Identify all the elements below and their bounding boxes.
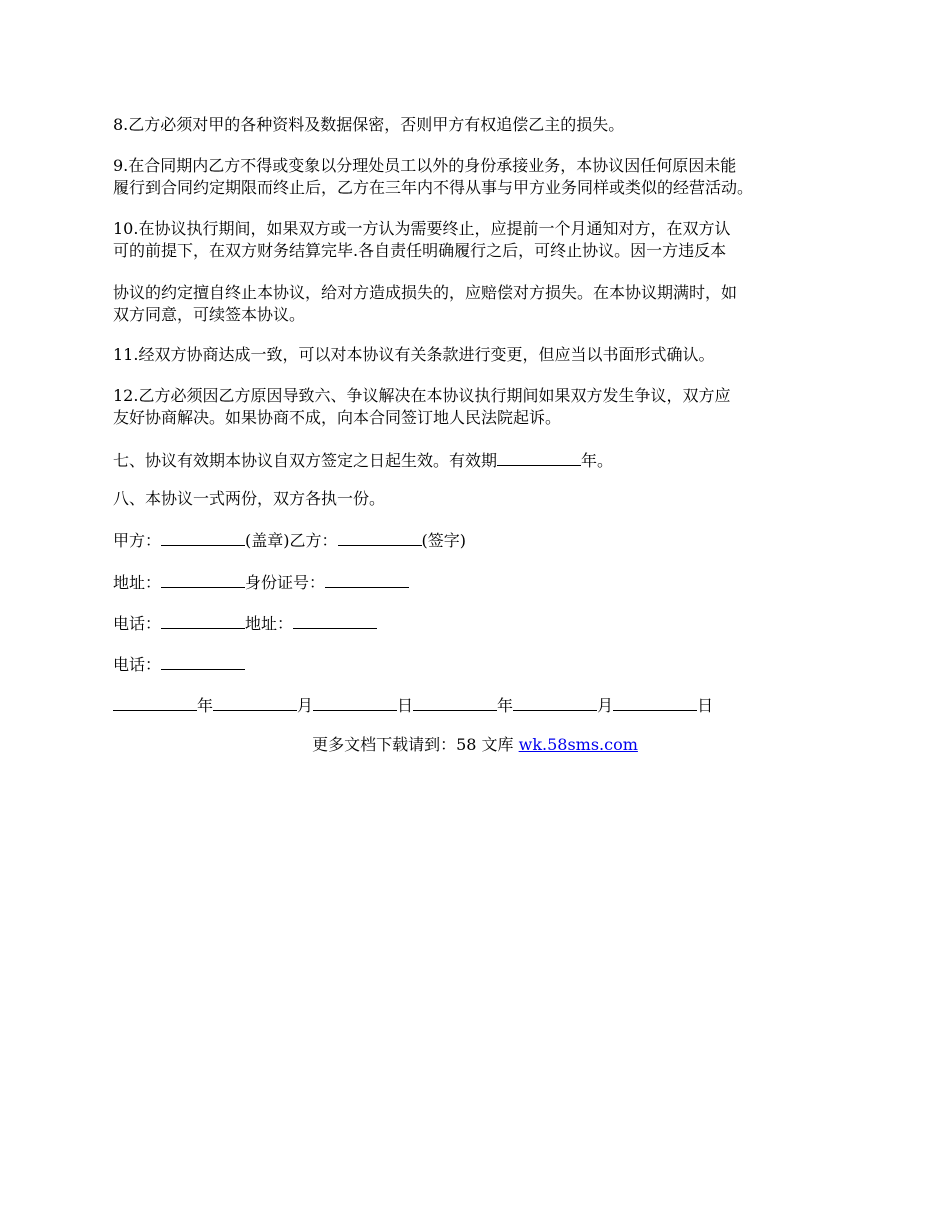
date-row (113, 693, 853, 717)
month-blank-a[interactable] (213, 693, 297, 711)
signature-row-phone (113, 611, 853, 635)
address2-blank[interactable] (293, 611, 377, 629)
clause-8 (113, 114, 853, 136)
signature-row-parties (113, 528, 853, 552)
party-a-blank[interactable] (161, 528, 245, 546)
sign-label: (签字) (421, 531, 467, 550)
clause-11 (113, 344, 853, 366)
clause-line: 双方同意，可续签本协议。 (113, 305, 306, 324)
section-7-unit: 年。 (581, 451, 614, 470)
seal-label: (盖章) (245, 531, 290, 550)
clause-12 (113, 385, 853, 429)
clause-line: 协议的约定擅自终止本协议，给对方造成损失的，应赔偿对方损失。在本协议期满时，如 (113, 283, 738, 302)
day-label: 日 (697, 696, 714, 715)
clause-line: 12.乙方必须因乙方原因导致六、争议解决在本协议执行期间如果双方发生争议，双方应 (113, 386, 731, 405)
clause-line: 可的前提下，在双方财务结算完毕.各自责任明确履行之后，可终止协议。因一方违反本 (113, 241, 727, 260)
section-7-text: 七、协议有效期本协议自双方签定之日起生效。有效期 (113, 451, 498, 470)
year-blank-b[interactable] (413, 693, 497, 711)
address-label: 地址： (113, 573, 162, 592)
party-a-label: 甲方： (113, 531, 162, 550)
day-label: 日 (397, 696, 414, 715)
signature-row-address (113, 570, 853, 594)
phone2-label: 电话： (113, 655, 162, 674)
clause-line: 9.在合同期内乙方不得或变象以分理处员工以外的身份承接业务，本协议因任何原因未能 (113, 156, 737, 175)
section-8-text: 八、本协议一式两份，双方各执一份。 (113, 489, 386, 508)
clause-line: 10.在协议执行期间，如果双方或一方认为需要终止，应提前一个月通知对方，在双方认 (113, 219, 731, 238)
id-label: 身份证号： (245, 573, 326, 592)
clause-10-part2 (113, 282, 853, 326)
party-b-label: 乙方： (289, 531, 338, 550)
address2-label: 地址： (245, 614, 294, 633)
clause-line: 履行到合同约定期限而终止后，乙方在三年内不得从事与甲方业务同样或类似的经营活动。 (113, 178, 754, 197)
party-b-blank[interactable] (338, 528, 422, 546)
clause-9 (113, 155, 853, 199)
year-label: 年 (197, 696, 214, 715)
validity-years-blank[interactable] (497, 448, 581, 466)
phone2-blank[interactable] (161, 652, 245, 670)
signature-row-phone2 (113, 652, 853, 676)
clause-line: 友好协商解决。如果协商不成，向本合同签订地人民法院起诉。 (113, 408, 562, 427)
month-label: 月 (597, 696, 614, 715)
clause-10-part1 (113, 218, 853, 262)
footer-text: 更多文档下载请到：58 文库 (312, 735, 519, 754)
phone-label: 电话： (113, 614, 162, 633)
section-7 (113, 448, 853, 472)
clause-line: 8.乙方必须对甲的各种资料及数据保密，否则甲方有权追偿乙主的损失。 (113, 115, 625, 134)
day-blank-a[interactable] (313, 693, 397, 711)
month-label: 月 (297, 696, 314, 715)
id-blank[interactable] (325, 570, 409, 588)
year-label: 年 (497, 696, 514, 715)
footer-link[interactable]: wk.58sms.com (518, 735, 638, 754)
clause-line: 11.经双方协商达成一致，可以对本协议有关条款进行变更，但应当以书面形式确认。 (113, 345, 715, 364)
phone-blank[interactable] (161, 611, 245, 629)
footer (0, 734, 950, 756)
year-blank-a[interactable] (113, 693, 197, 711)
day-blank-b[interactable] (613, 693, 697, 711)
month-blank-b[interactable] (513, 693, 597, 711)
address-blank[interactable] (161, 570, 245, 588)
section-8 (113, 488, 853, 510)
